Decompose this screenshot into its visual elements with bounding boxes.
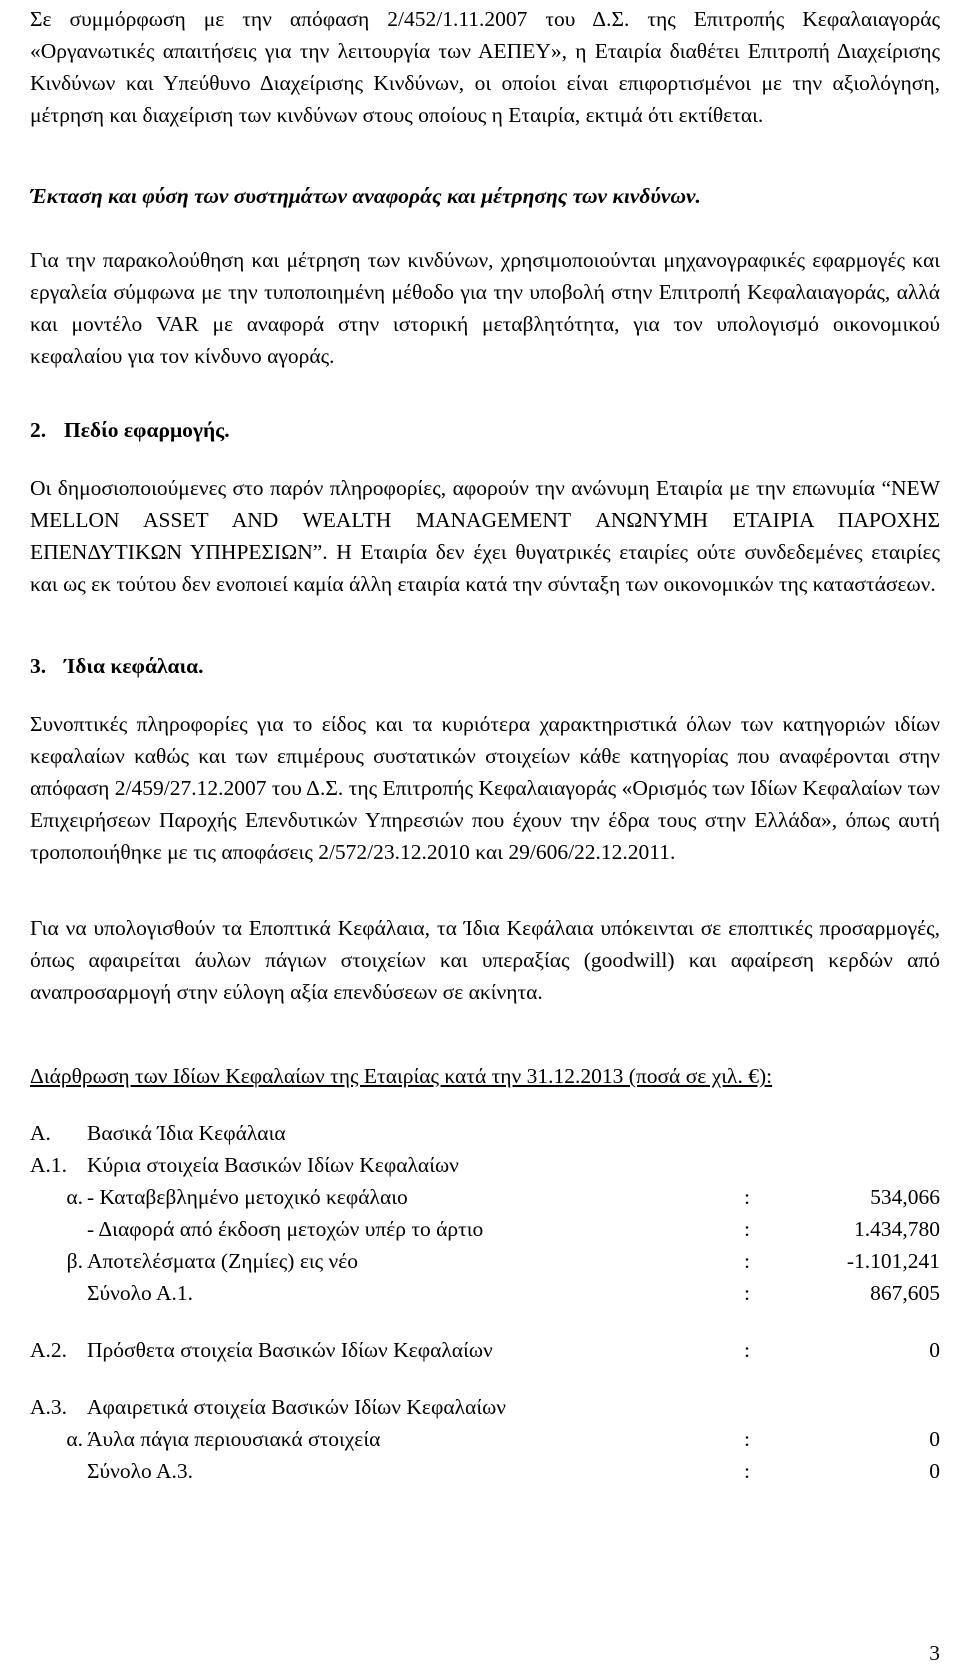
paragraph-risk-monitoring: Για την παρακολούθηση και μέτρηση των κινδύνων, χρησιμοποιούνται μηχανογραφικές εφαρμογές και εργαλεία σύμφωνα με την τυποποιημένη μέθοδο για την υποβολή στην Επιτροπή Κεφαλαιαγοράς, αλλά και μοντέλο VAR με αναφορά στην ιστορική μεταβλητότητα, για τον υπολογισμό οικονομικού κεφαλαίου για τον κίνδυνο αγοράς. — [30, 248, 940, 368]
row-code: Α.3. — [30, 1395, 68, 1419]
table-row — [0, 1181, 960, 1213]
row-label: Αφαιρετικά στοιχεία Βασικών Ιδίων Κεφαλαίων — [87, 1395, 506, 1419]
row-value: 867,605 — [870, 1281, 940, 1305]
row-label: Σύνολο Α.1. — [87, 1281, 194, 1305]
page-number: 3 — [929, 1641, 940, 1665]
row-sub-code: β. — [66, 1249, 83, 1273]
row-label: Σύνολο Α.3. — [87, 1459, 194, 1483]
heading-own-funds-structure: Διάρθρωση των Ιδίων Κεφαλαίων της Εταιρίας κατά την 31.12.2013 (ποσά σε χιλ. €): — [30, 1064, 773, 1088]
paragraph-own-funds-summary: Συνοπτικές πληροφορίες για το είδος και τα κυριότερα χαρακτηριστικά όλων των κατηγοριών ιδίων κεφαλαίων καθώς και των επιμέρους συστατικών στοιχείων κάθε κατηγορίας που αναφέρονται στην απόφαση 2/459/27.12.2007 του Δ.Σ. της Επιτροπής Κεφαλαιαγοράς «Ορισμός των Ιδίων Κεφαλαίων των Επιχειρήσεων Παροχής Επενδυτικών Υπηρεσιών που έχουν την έδρα τους στην Ελλάδα», όπως αυτή τροποποιήθηκε με τις αποφάσεις 2/572/23.12.2010 και 29/606/22.12.2011. — [30, 712, 940, 864]
table-row — [0, 1391, 960, 1423]
row-code: Α.1. — [30, 1153, 68, 1177]
table-row — [0, 1334, 960, 1366]
row-colon: : — [744, 1338, 750, 1362]
paragraph-risk-committee: Σε συμμόρφωση με την απόφαση 2/452/1.11.2007 του Δ.Σ. της Επιτροπής Κεφαλαιαγοράς «Οργανωτικές απαιτήσεις για την λειτουργία των ΑΕΠΕΥ», η Εταιρία διαθέτει Επιτροπή Διαχείρισης Κινδύνων και Υπεύθυνο Διαχείρισης Κινδύνων, οι οποίοι είναι επιφορτισμένοι με την αξιολόγηση, μέτρηση και διαχείριση των κινδύνων στους οποίους η Εταιρία, εκτιμά ότι εκτίθεται. — [30, 7, 940, 127]
section-heading-own-funds — [30, 650, 940, 682]
row-value: -1.101,241 — [846, 1249, 940, 1273]
row-value: 534,066 — [870, 1185, 940, 1209]
row-colon: : — [744, 1185, 750, 1209]
row-label: Άυλα πάγια περιουσιακά στοιχεία — [87, 1427, 381, 1451]
row-code: Α.2. — [30, 1338, 68, 1362]
row-value: 0 — [929, 1338, 940, 1362]
row-colon: : — [744, 1459, 750, 1483]
row-label: Πρόσθετα στοιχεία Βασικών Ιδίων Κεφαλαίων — [87, 1338, 493, 1362]
section-title: Ίδια κεφάλαια. — [64, 654, 204, 678]
section-heading-scope — [30, 414, 940, 446]
row-label: Αποτελέσματα (Ζημίες) εις νέο — [87, 1249, 359, 1273]
row-colon: : — [744, 1249, 750, 1273]
table-row — [0, 1245, 960, 1277]
paragraph-scope: Οι δημοσιοποιούμενες στο παρόν πληροφορίες, αφορούν την ανώνυμη Εταιρία με την επωνυμία “NEW MELLON ASSET AND WEALTH MANAGEMENT ΑΝΩΝΥΜΗ ΕΤΑΙΡΙΑ ΠΑΡΟΧΗΣ ΕΠΕΝΔΥΤΙΚΩΝ ΥΠΗΡΕΣΙΩΝ”. Η Εταιρία δεν έχει θυγατρικές εταιρίες ούτε συνδεδεμένες εταιρίες και ως εκ τούτου δεν ενοποιεί καμία άλλη εταιρία κατά την σύνταξη των οικονομικών της καταστάσεων. — [30, 476, 940, 596]
paragraph-prudential-adjustments: Για να υπολογισθούν τα Εποπτικά Κεφάλαια, τα Ίδια Κεφάλαια υπόκεινται σε εποπτικές προσαρμογές, όπως αφαιρείται άυλων πάγιων στοιχείων και υπεραξίας (goodwill) και αφαίρεση κερδών από αναπροσαρμογή στην εύλογη αξία επενδύσεων σε ακίνητα. — [30, 916, 940, 1004]
row-value: 0 — [929, 1427, 940, 1451]
row-colon: : — [744, 1281, 750, 1305]
row-value: 0 — [929, 1459, 940, 1483]
section-number: 3. — [30, 654, 47, 678]
row-sub-code: α. — [66, 1427, 83, 1451]
row-label: Βασικά Ίδια Κεφάλαια — [87, 1121, 286, 1145]
table-row — [0, 1117, 960, 1149]
table-row — [0, 1277, 960, 1309]
row-code: Α. — [30, 1121, 51, 1145]
section-title: Πεδίο εφαρμογής. — [64, 418, 230, 442]
section-number: 2. — [30, 418, 47, 442]
table-row — [0, 1149, 960, 1181]
table-row — [0, 1213, 960, 1245]
row-label: - Διαφορά από έκδοση μετοχών υπέρ το άρτιο — [87, 1217, 484, 1241]
row-label: - Καταβεβλημένο μετοχικό κεφάλαιο — [87, 1185, 408, 1209]
heading-risk-reporting: Έκταση και φύση των συστημάτων αναφοράς και μέτρησης των κινδύνων. — [30, 184, 701, 208]
row-colon: : — [744, 1217, 750, 1241]
row-label: Κύρια στοιχεία Βασικών Ιδίων Κεφαλαίων — [87, 1153, 459, 1177]
row-sub-code: α. — [66, 1185, 83, 1209]
table-row — [0, 1455, 960, 1487]
row-colon: : — [744, 1427, 750, 1451]
table-row — [0, 1423, 960, 1455]
row-value: 1.434,780 — [854, 1217, 940, 1241]
